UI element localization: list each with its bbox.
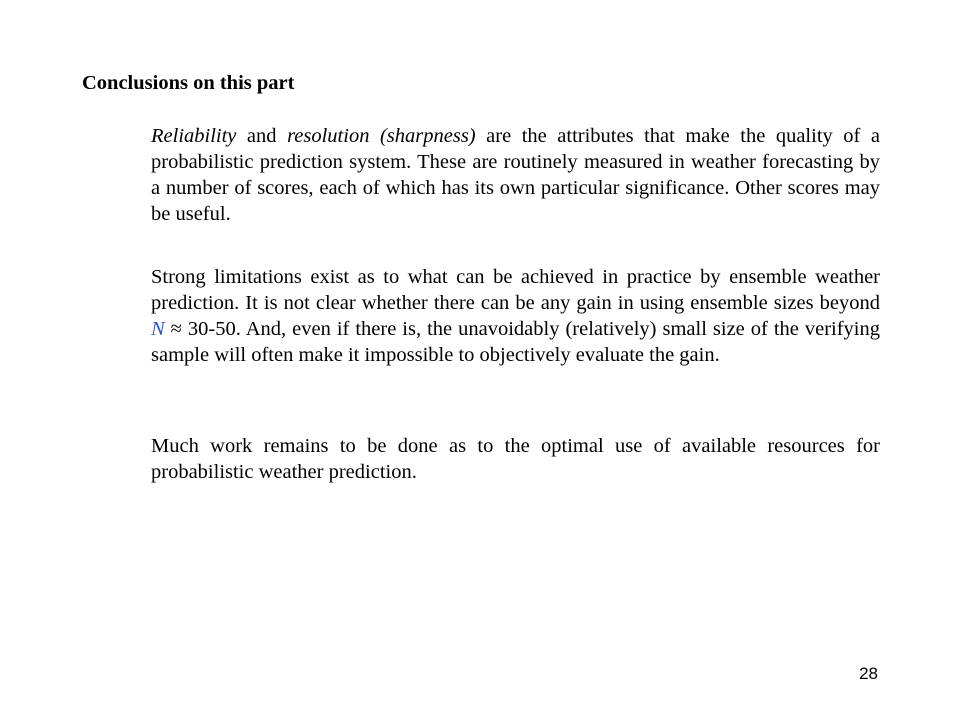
paragraph-text: Strong limitations exist as to what can be achieved in practice by ensemble weather prediction. It is not clear whether there can be any gain in using ensemble sizes beyond	[151, 266, 880, 314]
variable-n: N	[151, 318, 165, 340]
paragraph-reliability	[151, 123, 880, 227]
paragraph-text: and	[236, 125, 288, 147]
page-number: 28	[859, 664, 878, 683]
paragraph-future-work	[151, 433, 880, 485]
paragraph-text: are the attributes that make the quality of a probabilistic prediction system. These are routinely measured in weather forecasting by a number of scores, each of which has its own particular significance. Other scores may be useful.	[151, 125, 880, 225]
paragraph-limitations	[151, 264, 880, 368]
paragraph-text: Much work remains to be done as to the optimal use of available resources for probabilistic weather prediction.	[151, 435, 880, 483]
paragraph-text: ≈ 30-50. And, even if there is, the unavoidably (relatively) small size of the verifying sample will often make it impossible to objectively evaluate the gain.	[151, 318, 880, 366]
term-reliability: Reliability	[151, 125, 237, 147]
section-heading: Conclusions on this part	[82, 72, 295, 94]
term-resolution: resolution (sharpness)	[287, 125, 476, 147]
